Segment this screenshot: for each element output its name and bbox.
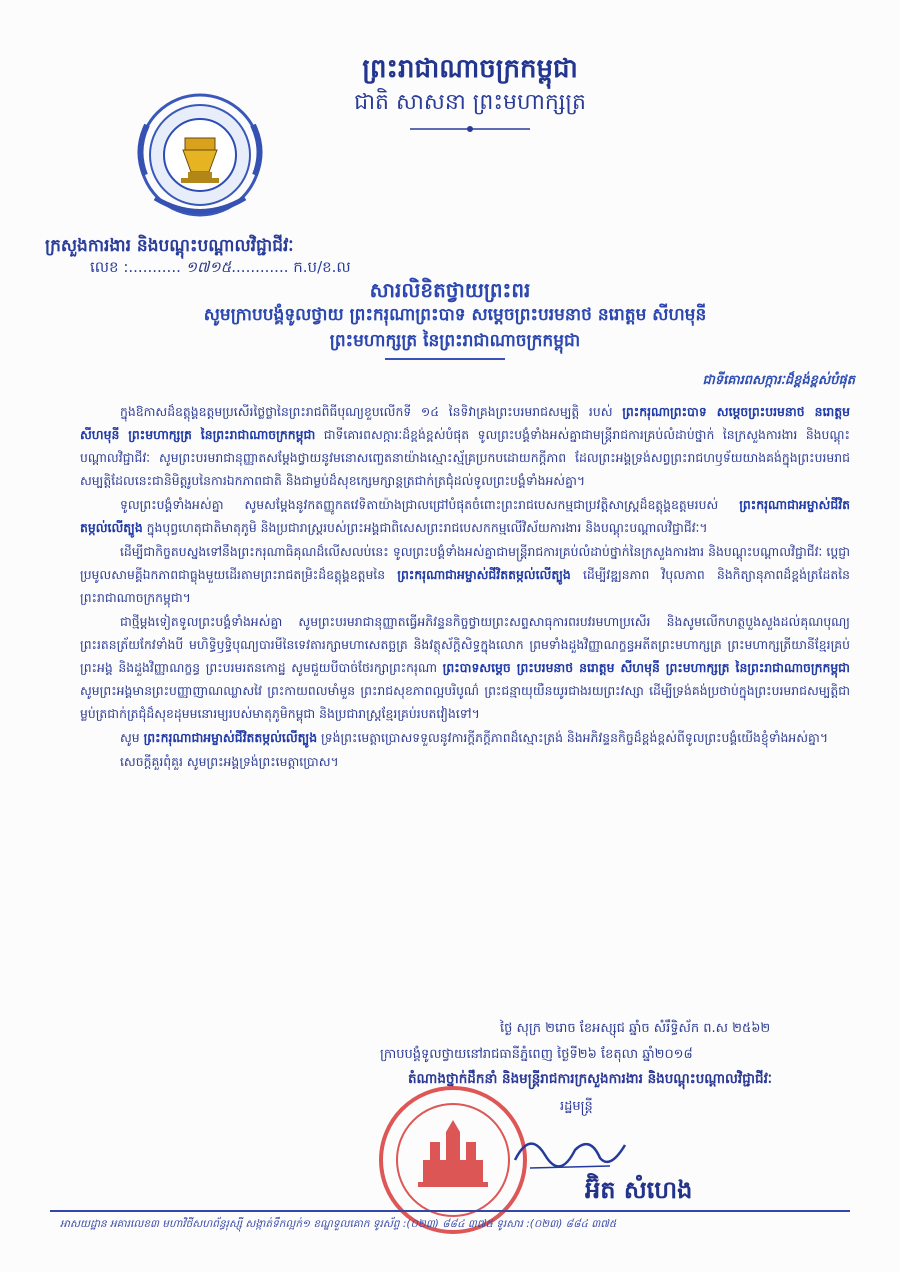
national-motto: ជាតិ សាសនា ព្រះមហាក្សត្រ xyxy=(354,90,586,115)
addressee-line-1: សូមក្រាបបង្គំទូលថ្វាយ ព្រះករុណាព្រះបាទ សម្តេចព្រះបរមនាថ នរោត្តម សីហមុនី xyxy=(203,305,707,325)
footer-address: អាសយដ្ឋាន អគារលេខ៣ មហាវិថីសហព័ន្ធរុស្ស៊ី សង្កាត់ទឹកល្អក់១ ខណ្ឌទួលគោក ទូរស័ព្ទ :(០២៣) ៨៨៤ ៣៧៥ ទូរសារ :(០២៣) ៨៨៤ ៣៧៥ xyxy=(60,1218,617,1230)
solar-date: ក្រាបបង្គំទូលថ្វាយនៅរាជធានីភ្នំពេញ ថ្ងៃទី២៦ ខែតុលា ឆ្នាំ២០១៨ xyxy=(380,1047,693,1062)
signatory-name: អ៊ិត សំហេង xyxy=(585,1176,693,1204)
heading-ornament xyxy=(290,122,650,136)
paragraph: ដើម្បីជាកិច្ចតបស្នងទៅនឹងព្រះករុណាធិគុណដ៏លើសលប់នេះ ទូលព្រះបង្គំទាំងអស់គ្នាជាមន្ត្រីរាជការគ្រប់លំដាប់ថ្នាក់នៃក្រសួងការងារ និងបណ្តុះបណ្តាលវិជ្ជាជីវៈ ប្តេជ្ញាប្រមូលសាមគ្គីឯកភាពជាធ្លុងមួយដើរតាមព្រះរាជតម្រិះដ៏ឧត្តុង្គឧត្តមនៃ ព្រះករុណាជាអម្ចាស់ជីវិតតម្កល់លើត្បូង ដើម្បីវឌ្ឍនភាព វិបុលភាព និងកិត្យានុភាពដ៏ខ្ពង់ត្រដែតនៃព្រះរាជាណាចក្រកម្ពុជា។ xyxy=(80,544,850,605)
reference-value: ១៧១៥ xyxy=(185,258,232,276)
salutation: ជាទីគោរពសក្ការៈដ៏ខ្ពង់ខ្ពស់បំផុត xyxy=(702,373,855,388)
paragraph: ជាថ្មីម្តងទៀតទូលព្រះបង្គំទាំងអស់គ្នា សូមព្រះបរមរាជានុញ្ញាតធ្វើអភិវន្ទនកិច្ចថ្វាយព្រះសព្ទសាធុការពរបវរមហាប្រសើរ និងសូមលើកហត្ថបួងសួងដល់គុណបុណ្យព្រះរតនត្រ័យកែវទាំងបី មហិទ្ធិឫទ្ធិបុណ្យបារមីនៃទេវតារក្សាមហាសេតច្ឆត្រ និងវត្ថុស័ក្តិសិទ្ធក្នុងលោក ព្រមទាំងដួងវិញ្ញាណក្ខន្ធអតីតព្រះមហាក្សត្រ ព្រះមហាក្សត្រីយានីខ្មែរគ្រប់ព្រះអង្គ និងដួងវិញ្ញាណក្ខន្ធ ព្រះបរមរតនកោដ្ឋ សូមជួយបីបាច់ថែរក្សាព្រះករុណា ព្រះបាទសម្តេច ព្រះបរមនាថ នរោត្តម សីហមុនី ព្រះមហាក្សត្រ នៃព្រះរាជាណាចក្រកម្ពុជា សូមព្រះអង្គមានព្រះបញ្ញាញាណឈ្លាសវៃ ព្រះកាយពលមាំមួន ព្រះរាជសុខភាពល្អបរិបូណ៌ ព្រះជន្មាយុយឺនយូរជាងរយព្រះវស្សា ដើម្បីទ្រង់គង់ប្រថាប់ក្នុងព្រះបរមរាជសម្បត្តិជាម្លប់ត្រជាក់ត្រជុំដ៏សុខដុមមនោរម្យរបស់មាតុភូមិកម្ពុជា និងប្រជារាស្ត្រខ្មែរគ្រប់របតវៀងទៅ។ xyxy=(80,614,850,721)
signatory-title: តំណាងថ្នាក់ដឹកនាំ និងមន្ត្រីរាជការក្រសួងការងារ និងបណ្តុះបណ្តាលវិជ្ជាជីវៈ xyxy=(407,1071,772,1087)
paragraph: សេចក្តីគួរពុំគួរ សូមព្រះអង្គទ្រង់ព្រះមេត្តាប្រោស។ xyxy=(120,754,339,769)
title-underline xyxy=(385,358,505,360)
paragraph: សូម ព្រះករុណាជាអម្ចាស់ជីវិតតម្កល់លើត្បូង ទ្រង់ព្រះមេត្តាប្រោសទទួលនូវការក្តីភក្តីភាពដ៏ស្មោះត្រង់ និងអភិវន្ទនកិច្ចដ៏ខ្ពង់ខ្ពស់ពីទូលព្រះបង្គំយើងខ្ញុំទាំងអស់គ្នា។ xyxy=(120,730,829,745)
lunar-date: ថ្ងៃ សុក្រ ២រោច ខែអស្សុជ ឆ្នាំច សំរឹទ្ធិស័ក ព.ស ២៥៦២ xyxy=(500,1021,771,1036)
reference-suffix: ក.ប/ខ.ល xyxy=(293,258,351,276)
ministry-name: ក្រសួងការងារ និងបណ្តុះបណ្តាលវិជ្ជាជីវៈ xyxy=(45,236,294,256)
paragraph: ទូលព្រះបង្គំទាំងអស់គ្នា សូមសម្តែងនូវកតញ្ញូកតវេទិតាយ៉ាងជ្រាលជ្រៅបំផុតចំពោះព្រះរាជបេសកម្មជាប្រវត្តិសាស្ត្រដ៏ឧត្តុង្គឧត្តមរបស់ ព្រះករុណាជាអម្ចាស់ជីវិតតម្កល់លើត្បូង ក្នុងបុព្វហេតុជាតិមាតុភូមិ និងប្រជារាស្ត្ររបស់ព្រះអង្គជាពិសេសព្រះរាជបេសកកម្មលើវិស័យការងារ និងបណ្តុះបណ្តាលវិជ្ជាជីវៈ។ xyxy=(80,497,850,535)
handwritten-signature xyxy=(500,1110,640,1180)
footer-divider xyxy=(50,1210,850,1212)
kingdom-heading: ព្រះរាជាណាចក្រកម្ពុជា xyxy=(362,54,578,84)
ministry-logo xyxy=(125,80,275,230)
signatory-role: រដ្ឋមន្ត្រី xyxy=(560,1099,593,1114)
addressee-line-2: ព្រះមហាក្សត្រ នៃព្រះរាជាណាចក្រកម្ពុជា xyxy=(329,331,581,351)
letter-title: សារលិខិតថ្វាយព្រះពរ xyxy=(369,278,531,302)
paragraph: ក្នុងឱកាសដ៏ឧត្តុង្គឧត្តមប្រសើរថ្លៃថ្លានៃព្រះរាជពិធីបុណ្យខួបលើកទី ១៤ នៃទិវាគ្រងព្រះបរមរាជសម្បត្តិ របស់ ព្រះករុណាព្រះបាទ សម្តេចព្រះបរមនាថ នរោត្តម សីហមុនី ព្រះមហាក្សត្រ នៃព្រះរាជាណាចក្រកម្ពុជា ជាទីគោរពសក្ការៈដ៏ខ្ពង់ខ្ពស់បំផុត ទូលព្រះបង្គំទាំងអស់គ្នាជាមន្ត្រីរាជការគ្រប់លំដាប់ថ្នាក់ នៃក្រសួងការងារ និងបណ្តុះបណ្តាលវិជ្ជាជីវៈ សូមព្រះបរមរាជានុញ្ញាតសម្តែងថ្វាយនូវមនោសញ្ចេតនាយ៉ាងស្មោះស្ម័គ្រប្រកបដោយកក្តីភាព ដែលព្រះអង្គទ្រង់សព្វព្រះរាជហឫទ័យយាងគង់ក្នុងព្រះបរមរាជសម្បត្តិដែលនេះជានិមិត្តរូបនៃការឯកភាពជាតិ និងជាម្លប់ដ៏សុខក្សេមក្សាន្តត្រជាក់ត្រជុំដល់ទូលព្រះបង្គំទាំងអស់គ្នា។ xyxy=(80,404,850,488)
letter-body xyxy=(80,400,850,774)
reference-number: លេខ :........... ១៧១៥............ ក.ប/ខ.ល xyxy=(90,258,351,276)
reference-label: លេខ xyxy=(90,258,119,276)
